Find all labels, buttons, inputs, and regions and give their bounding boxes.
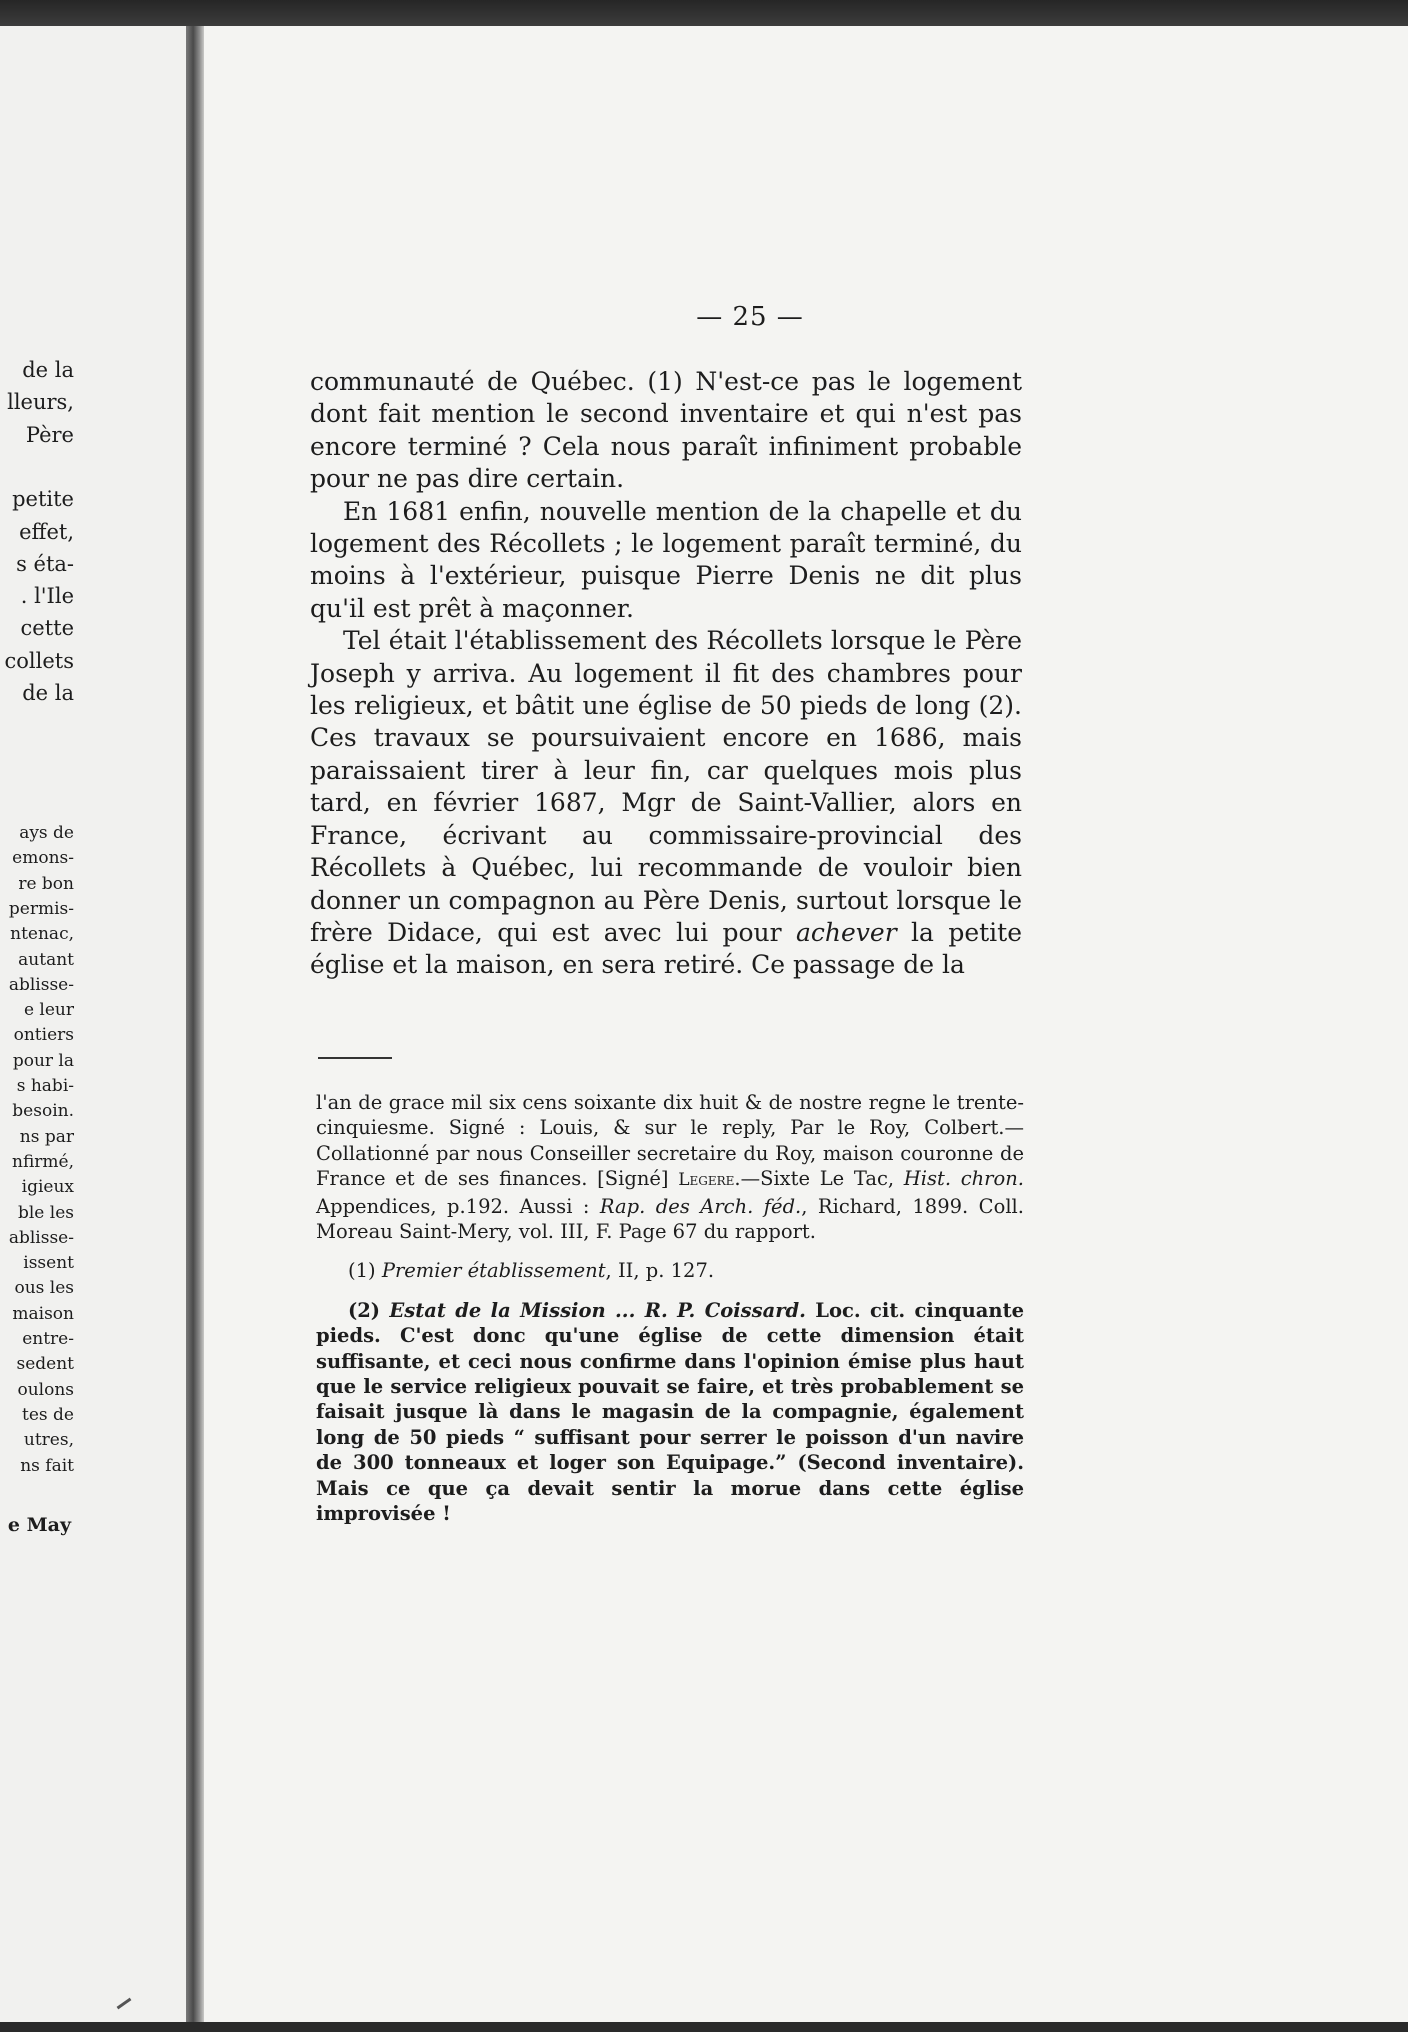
body-text bbox=[310, 366, 1022, 982]
footnote-source-2: Rap. des Arch. féd. bbox=[599, 1194, 802, 1218]
paragraph-3-text: Tel était l'établissement des Récollets lorsque le Père Joseph y arriva. Au logement il fit des chambres pour les religieux, et bâtit une église de 50 pieds de long (2). Ces travaux se poursuivaient encore en 1686, mais paraissaient tirer à leur fin, car quelques mois plus tard, en février 1687, Mgr de Saint-Vallier, alors en France, écrivant au commissaire-provincial des Récollets à Québec, lui recommande de vouloir bien donner un compagnon au Père Denis, surtout lorsque le frère Didace, qui est avec lui pour bbox=[310, 626, 1022, 947]
footnote-source-1: Hist. chron. bbox=[903, 1167, 1024, 1191]
paragraph-2: En 1681 enfin, nouvelle mention de la chapelle et du logement des Récollets ; le logement paraît terminé, du moins à l'extérieur, puisque Pierre Denis ne dit plus qu'il est prêt à maçonner. bbox=[310, 496, 1022, 623]
facing-line: e leur bbox=[23, 1000, 74, 1021]
facing-line: petite bbox=[12, 487, 74, 512]
page-number: — 25 — bbox=[696, 302, 804, 332]
facing-line: nfirmé, bbox=[12, 1151, 74, 1172]
facing-line: tes de bbox=[22, 1404, 74, 1425]
facing-line: permis- bbox=[8, 898, 74, 919]
facing-line: ablisse- bbox=[8, 974, 74, 995]
footnote-continuation-text-4: , Richard, 1899. Coll. Moreau Saint-Mery, vol. III, F. Page 67 du rapport. bbox=[316, 1194, 1024, 1244]
footnote-separator bbox=[318, 1057, 392, 1059]
paragraph-3-emphasis: achever bbox=[795, 917, 897, 947]
facing-line: emons- bbox=[12, 848, 74, 869]
facing-line: Père bbox=[25, 422, 74, 447]
facing-line: . l'Ile bbox=[20, 584, 74, 609]
facing-line: besoin. bbox=[12, 1101, 74, 1122]
facing-line: issent bbox=[23, 1253, 74, 1274]
facing-line: sedent bbox=[16, 1354, 74, 1375]
facing-line: de la bbox=[22, 681, 74, 705]
facing-line: ns par bbox=[19, 1126, 74, 1147]
facing-line: entre- bbox=[22, 1329, 74, 1349]
facing-line: utres, bbox=[23, 1430, 74, 1451]
footnote-2 bbox=[316, 1298, 1024, 1527]
footnote-1-title: Premier établissement bbox=[381, 1259, 606, 1283]
facing-line: ns fait bbox=[20, 1455, 74, 1476]
facing-line: igieux bbox=[21, 1177, 74, 1198]
footnote-1-text: , II, p. 127. bbox=[605, 1259, 715, 1283]
facing-line: ble les bbox=[17, 1202, 74, 1223]
facing-line: effet, bbox=[19, 519, 74, 544]
facing-line: cette bbox=[20, 616, 74, 641]
footnote-signer: Legere bbox=[678, 1170, 735, 1191]
footnote-1 bbox=[316, 1258, 1024, 1283]
footnotes bbox=[316, 1090, 1024, 1527]
book-gutter bbox=[186, 26, 204, 2022]
footnote-2-title: Estat de la Mission ... R. P. Coissard. bbox=[389, 1298, 806, 1322]
facing-last-line: e May bbox=[7, 1514, 71, 1536]
facing-line: re bon bbox=[18, 873, 74, 894]
facing-line: ablisse- bbox=[8, 1227, 74, 1248]
book-page bbox=[204, 26, 1408, 2022]
footnote-2-marker: (2) bbox=[348, 1298, 390, 1322]
footnote-continuation-text-2: .—Sixte Le Tac, bbox=[734, 1167, 904, 1191]
facing-line: pour la bbox=[12, 1050, 74, 1071]
facing-line: lleurs, bbox=[7, 390, 74, 415]
footnote-2-text: Loc. cit. cinquante pieds. C'est donc qu'une église de cette dimension était suffisante, et ceci nous confirme dans l'opinion émise plus haut que le service religieux pouvait se faire, et très probablement se faisait jusque là dans le magasin de la compagnie, également long de 50 pieds “ suffisant pour serrer le poisson d'un navire de 300 tonneaux et loger son Equipage.” (Second inventaire). Mais ce que ça devait sentir la morue dans cette église improvisée ! bbox=[316, 1298, 1025, 1526]
scan-bottom-edge bbox=[0, 2022, 1408, 2032]
facing-line: s habi- bbox=[16, 1076, 74, 1096]
facing-line: ous les bbox=[14, 1278, 74, 1299]
facing-line: collets bbox=[4, 648, 74, 673]
footnote-1-marker: (1) bbox=[348, 1259, 382, 1283]
scan-top-edge bbox=[0, 0, 1408, 26]
paragraph-3-text-end: la petite église et la maison, en sera retiré. Ce passage de la bbox=[310, 917, 1023, 980]
facing-line: ontiers bbox=[13, 1025, 74, 1046]
paragraph-3 bbox=[310, 625, 1022, 981]
facing-line: oulons bbox=[17, 1379, 74, 1400]
facing-line: ntenac, bbox=[10, 924, 74, 945]
paragraph-1: communauté de Québec. (1) N'est-ce pas le logement dont fait mention le second inventaire et qui n'est pas encore terminé ? Cela nous paraît infiniment probable pour ne pas dire certain. bbox=[310, 367, 1022, 494]
facing-line: s éta- bbox=[16, 551, 74, 576]
facing-line: ays de bbox=[19, 823, 74, 843]
facing-line: autant bbox=[18, 949, 74, 970]
facing-line: maison bbox=[12, 1303, 74, 1324]
footnote-continuation bbox=[316, 1090, 1024, 1244]
facing-line: de la bbox=[22, 358, 74, 382]
footnote-continuation-text-3: Appendices, p.192. Aussi : bbox=[316, 1194, 600, 1218]
facing-page-fragment bbox=[0, 26, 186, 2022]
footnote-continuation-text: l'an de grace mil six cens soixante dix huit & de nostre regne le trente-cinquiesme. Signé : Louis, & sur le reply, Par le Roy, Colbert.—Collationné par nous Conseiller secretaire du Roy, maison couronne de France et de ses finances. [Signé] bbox=[316, 1091, 1024, 1191]
